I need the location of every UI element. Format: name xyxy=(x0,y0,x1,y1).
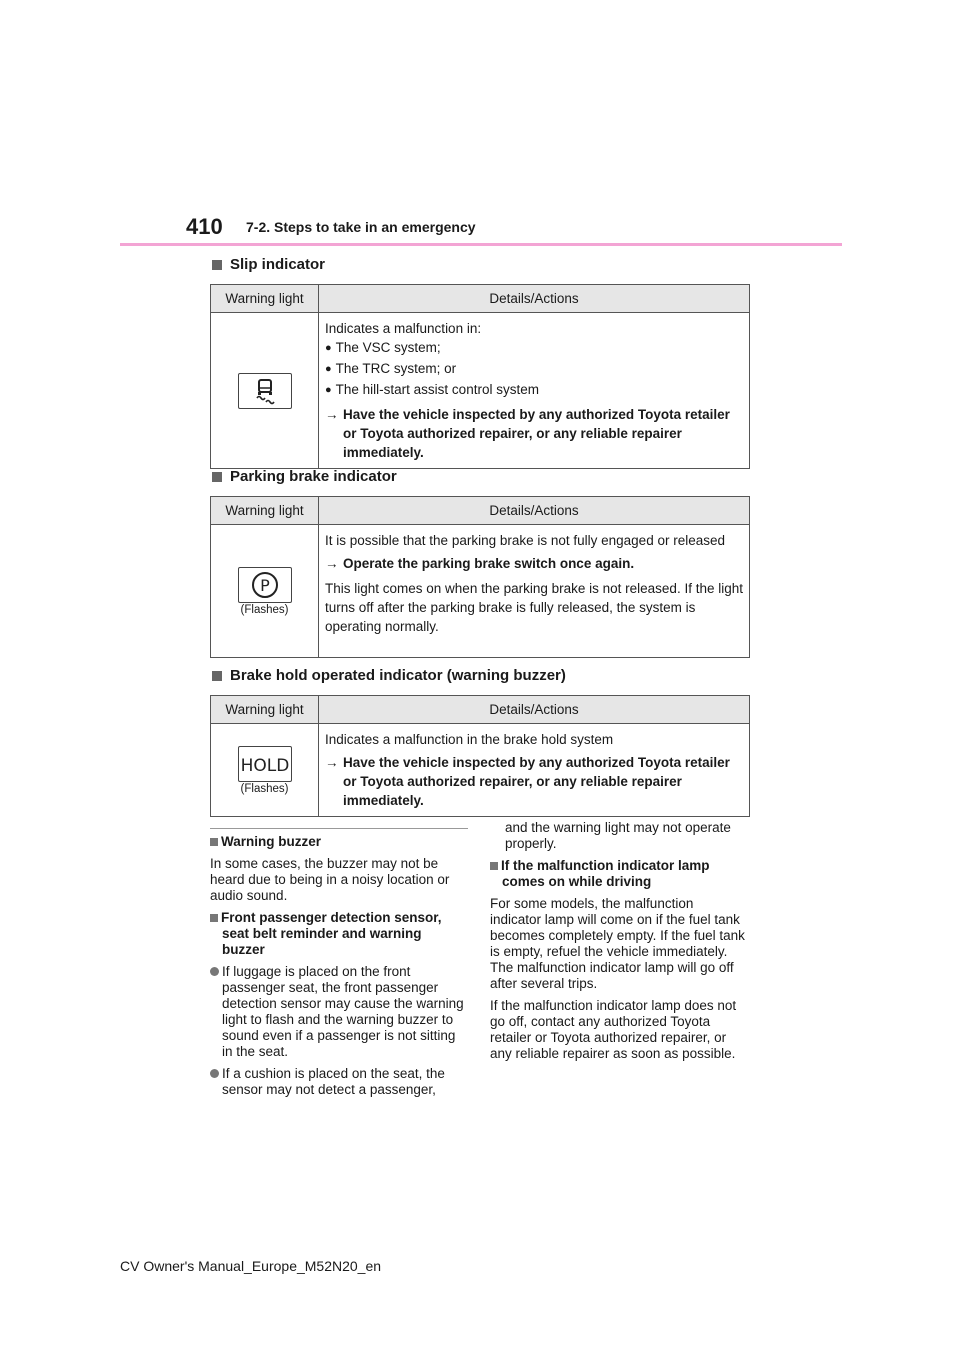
footer: CV Owner's Manual_Europe_M52N20_en xyxy=(120,1258,382,1274)
svg-text:HOLD: HOLD xyxy=(240,755,289,776)
chapter-title: 7-2. Steps to take in an emergency xyxy=(246,219,476,235)
note-title: If the malfunction indicator lamp comes on while driving xyxy=(501,858,710,889)
icon-caption: (Flashes) xyxy=(240,603,289,616)
col-details: Details/Actions xyxy=(319,696,750,724)
parking-action: Operate the parking brake switch once again. xyxy=(343,556,635,571)
parking-details xyxy=(319,525,750,658)
note-bullet-icon xyxy=(210,967,219,976)
slip-action: Have the vehicle inspected by any authorized Toyota retailer or Toyota authorized repairer, or any reliable repairer immediately. xyxy=(343,407,730,460)
note-text: For some models, the malfunction indicator lamp will come on if the fuel tank becomes completely empty. If the fuel tank is empty, refuel the vehicle immediately. The malfunction indicator lamp will go off after several trips. xyxy=(490,896,745,991)
note-bullet-icon xyxy=(210,1069,219,1078)
section-square-icon xyxy=(212,671,222,681)
parking-brake-icon xyxy=(238,567,292,603)
notes-left xyxy=(210,834,468,1104)
slip-details xyxy=(319,313,750,469)
note-bullet-text: If a cushion is placed on the seat, the sensor may not detect a passenger, xyxy=(222,1066,445,1097)
section-title-text: Slip indicator xyxy=(230,256,326,273)
section-square-icon xyxy=(212,472,222,482)
slip-intro: Indicates a malfunction in: xyxy=(325,321,482,336)
parking-table xyxy=(210,496,750,658)
note-square-icon xyxy=(210,838,218,846)
hold-action: Have the vehicle inspected by any authorized Toyota retailer or Toyota authorized repairer, or any reliable repairer immediately. xyxy=(343,755,730,808)
hold-table xyxy=(210,695,750,817)
slip-item: ● The TRC system; or xyxy=(325,359,743,380)
section-title-text: Brake hold operated indicator (warning buzzer) xyxy=(230,667,566,684)
notes-rule xyxy=(210,828,468,829)
slip-table xyxy=(210,284,750,469)
section-title-slip xyxy=(212,256,325,273)
parking-line1: It is possible that the parking brake is not fully engaged or released xyxy=(325,533,725,548)
parking-icon-cell xyxy=(211,525,319,658)
col-warning-light: Warning light xyxy=(211,497,319,525)
col-details: Details/Actions xyxy=(319,497,750,525)
section-title-parking xyxy=(212,468,397,485)
slip-icon-cell xyxy=(211,313,319,469)
note-square-icon xyxy=(210,914,218,922)
slip-indicator-icon xyxy=(238,373,292,409)
note-square-icon xyxy=(490,862,498,870)
section-square-icon xyxy=(212,260,222,270)
header-rule xyxy=(120,243,842,246)
section-title-text: Parking brake indicator xyxy=(230,468,397,485)
icon-caption: (Flashes) xyxy=(240,782,289,795)
note-title: Warning buzzer xyxy=(221,834,321,849)
notes-right xyxy=(490,820,748,1068)
hold-icon-cell xyxy=(211,724,319,817)
slip-item: ● The VSC system; xyxy=(325,338,743,359)
parking-line2: This light comes on when the parking brake is not released. If the light turns off after the parking brake is fully released, the system is operating normally. xyxy=(325,581,743,634)
page-number: 410 xyxy=(186,214,223,239)
section-title-hold xyxy=(212,667,566,684)
brake-hold-icon xyxy=(238,746,292,782)
slip-item: ● The hill-start assist control system xyxy=(325,380,743,401)
arrow-icon: → xyxy=(325,755,339,770)
arrow-icon: → xyxy=(325,556,339,571)
note-text: and the warning light may not operate properly. xyxy=(505,820,731,851)
note-text: In some cases, the buzzer may not be heard due to being in a noisy location or audio sound. xyxy=(210,856,450,903)
arrow-icon: → xyxy=(325,407,339,422)
hold-details xyxy=(319,724,750,817)
svg-text:P: P xyxy=(259,575,270,595)
note-title: Front passenger detection sensor, seat belt reminder and warning buzzer xyxy=(221,910,442,957)
col-warning-light: Warning light xyxy=(211,285,319,313)
col-warning-light: Warning light xyxy=(211,696,319,724)
note-bullet-text: If luggage is placed on the front passenger seat, the front passenger detection sensor may cause the warning light to flash and the warning buzzer to sound even if a passenger is not sitting in the seat. xyxy=(222,964,464,1059)
col-details: Details/Actions xyxy=(319,285,750,313)
hold-line1: Indicates a malfunction in the brake hold system xyxy=(325,732,614,747)
note-text: If the malfunction indicator lamp does not go off, contact any authorized Toyota retailer or Toyota authorized repairer, or any reliable repairer as soon as possible. xyxy=(490,998,737,1061)
